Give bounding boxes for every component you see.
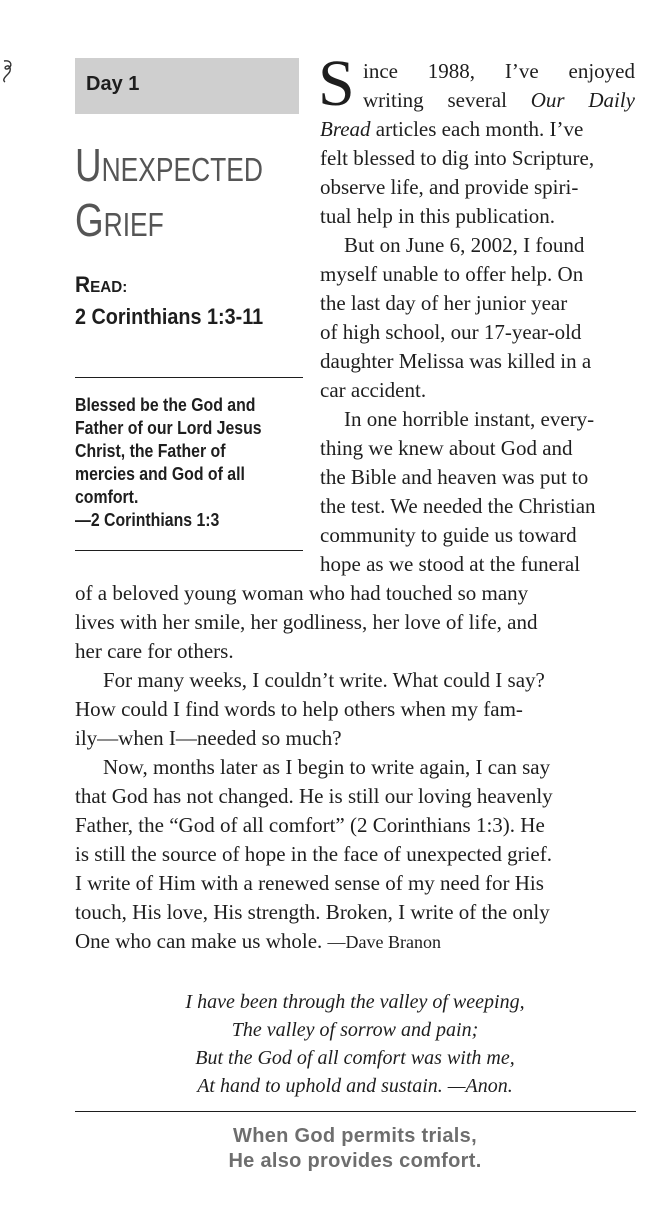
- article-line: community to guide us toward: [320, 523, 577, 547]
- article-column: [320, 57, 635, 579]
- article-line: felt blessed to dig into Scripture,: [320, 146, 595, 170]
- article-line: For many weeks, I couldn’t write. What could I say?: [103, 668, 545, 692]
- title-line-2: GRIEF: [75, 194, 164, 246]
- article-line: writing several Our Daily: [363, 88, 636, 112]
- article-line: of a beloved young woman who had touched so many: [75, 581, 529, 605]
- poem-line: But the God of all comfort was with me,: [195, 1047, 515, 1069]
- key-verse-line: —2 Corinthians 1:3: [75, 510, 220, 530]
- ornament-icon: [0, 58, 16, 84]
- article-line: is still the source of hope in the face of unexpected grief.: [75, 842, 552, 866]
- poem-line: At hand to uphold and sustain. —Anon.: [197, 1075, 513, 1097]
- key-verse-line: mercies and God of all: [75, 464, 245, 484]
- article-line: How could I find words to help others when my fam-: [75, 697, 523, 721]
- article-line: Now, months later as I begin to write again, I can say: [103, 755, 551, 779]
- article-line: In one horrible instant, every-: [344, 407, 595, 431]
- poem-line: The valley of sorrow and pain;: [231, 1019, 479, 1041]
- motto-line: He also provides comfort.: [228, 1150, 482, 1172]
- article-line: hope as we stood at the funeral: [320, 552, 581, 576]
- author: —Dave Branon: [327, 932, 441, 952]
- motto-line: When God permits trials,: [233, 1125, 477, 1147]
- article-closing-text: One who can make us whole.: [75, 929, 328, 953]
- article-line-last: [75, 927, 637, 956]
- key-verse-line: Blessed be the God and: [75, 395, 256, 415]
- poem: [75, 988, 635, 1100]
- article-line: her care for others.: [75, 639, 234, 663]
- article-line: that God has not changed. He is still our loving heavenly: [75, 784, 553, 808]
- article-line: ily—when I—needed so much?: [75, 726, 342, 750]
- article-body: [75, 579, 637, 956]
- article-line: of high school, our 17-year-old: [320, 320, 582, 344]
- article-line: car accident.: [320, 378, 427, 402]
- article-line: Bread articles each month. I’ve: [320, 117, 584, 141]
- article-line: daughter Melissa was killed in a: [320, 349, 592, 373]
- drop-cap: S: [318, 47, 355, 120]
- divider-top: [75, 377, 303, 378]
- article-line: lives with her smile, her godliness, her love of life, and: [75, 610, 538, 634]
- article-line: myself unable to offer help. On: [320, 262, 584, 286]
- day-label-text: Day 1: [86, 73, 140, 95]
- key-verse-line: Christ, the Father of: [75, 441, 226, 461]
- day-label: [75, 58, 299, 114]
- poem-line: I have been through the valley of weeping,: [185, 991, 525, 1013]
- article-line: tual help in this publication.: [320, 204, 556, 228]
- article-line: But on June 6, 2002, I found: [344, 233, 585, 257]
- article-line: the test. We needed the Christian: [320, 494, 596, 518]
- key-verse-line: comfort.: [75, 487, 139, 507]
- key-verse-line: Father of our Lord Jesus: [75, 418, 262, 438]
- motto: [75, 1124, 635, 1174]
- page-title: [75, 139, 263, 250]
- article-line: the last day of her junior year: [320, 291, 568, 315]
- article-line: the Bible and heaven was put to: [320, 465, 589, 489]
- article-line: thing we knew about God and: [320, 436, 573, 460]
- article-line: ince 1988, I’ve enjoyed: [363, 59, 635, 83]
- divider-bottom: [75, 550, 303, 551]
- reading-reference: 2 Corinthians 1:3-11: [75, 304, 264, 329]
- title-line-1: UNEXPECTED: [75, 139, 263, 191]
- article-line: I write of Him with a renewed sense of my need for His: [75, 871, 544, 895]
- divider-motto: [75, 1111, 636, 1112]
- article-line: Father, the “God of all comfort” (2 Corinthians 1:3). He: [75, 813, 545, 837]
- reading-label: READ:: [75, 272, 128, 297]
- article-line: observe life, and provide spiri-: [320, 175, 579, 199]
- key-verse: [75, 394, 286, 532]
- article-line: touch, His love, His strength. Broken, I write of the only: [75, 900, 550, 924]
